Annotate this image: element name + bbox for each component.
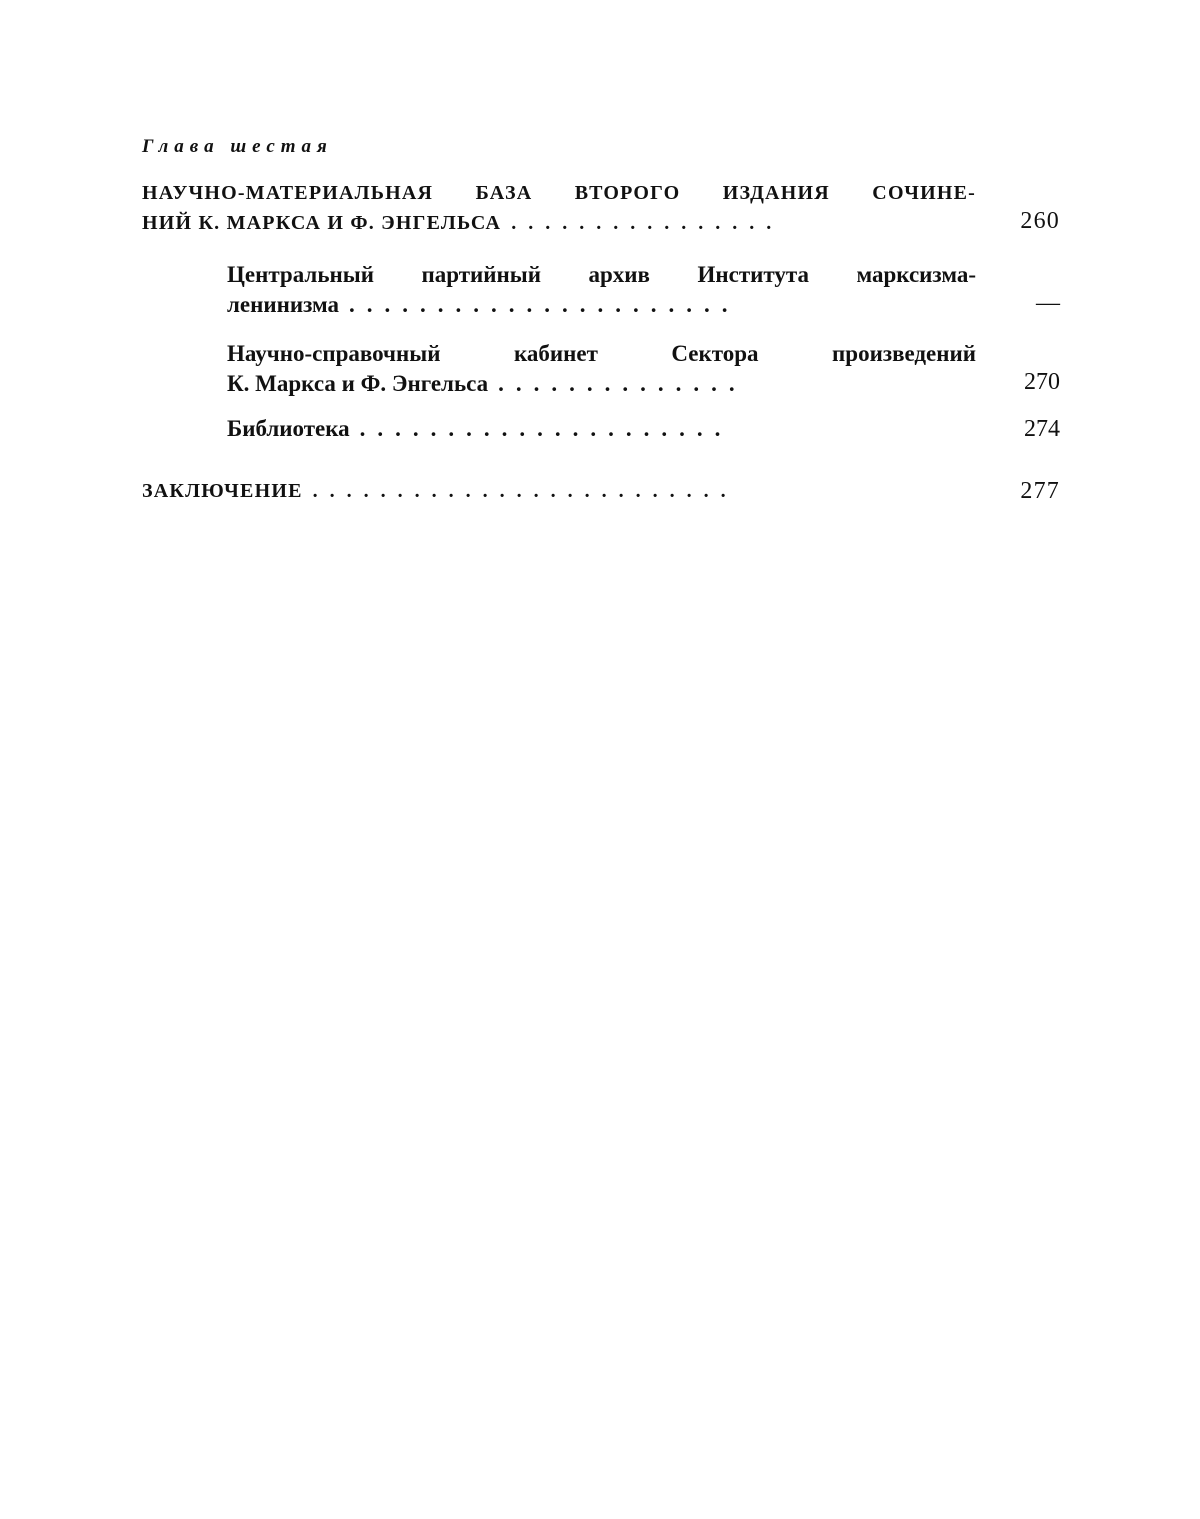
toc-entry-title-row (142, 476, 976, 506)
page-number: 260 (1020, 208, 1060, 234)
toc-entry-title-line2-row (142, 208, 976, 238)
dot-leader: ..................... (359, 416, 733, 441)
toc-entry-title-line2-row (227, 369, 976, 399)
toc-entry-chapter (142, 178, 1060, 238)
dot-leader: ................ (511, 212, 784, 234)
toc-entry-title-line2: ленинизма (227, 292, 340, 317)
toc-entry-title-line1: Центральный партийный архив Института марксизма- (227, 262, 976, 287)
page-number: 274 (1024, 416, 1060, 442)
toc-entry-title-line2: К. Маркса и Ф. Энгельса (227, 371, 489, 396)
toc-entry-conclusion (142, 476, 1060, 506)
toc-entry-archive (227, 260, 1060, 320)
page-number: 270 (1024, 369, 1060, 395)
toc-entry-title-line2: НИЙ К. МАРКСА И Ф. ЭНГЕЛЬСА (142, 212, 502, 234)
toc-entry-title-row (227, 414, 976, 444)
toc-entry-library (227, 414, 1060, 444)
page-number: — (1036, 290, 1060, 316)
toc-entry-reference-cabinet (227, 339, 1060, 399)
dot-leader: .............. (498, 371, 747, 396)
toc-entry-title-line1: НАУЧНО-МАТЕРИАЛЬНАЯ БАЗА ВТОРОГО ИЗДАНИЯ СОЧИНЕ- (142, 182, 976, 204)
toc-entry-title-line2-row (227, 290, 976, 320)
dot-leader: ...................... (349, 292, 740, 317)
toc-entry-title: Библиотека (227, 416, 350, 441)
toc-entry-title-line1: Научно-справочный кабинет Сектора произведений (227, 341, 976, 366)
chapter-label: Глава шестая (142, 136, 333, 157)
toc-entry-title: ЗАКЛЮЧЕНИЕ (142, 480, 303, 502)
dot-leader: ......................... (312, 480, 738, 502)
page-number: 277 (1020, 478, 1060, 504)
